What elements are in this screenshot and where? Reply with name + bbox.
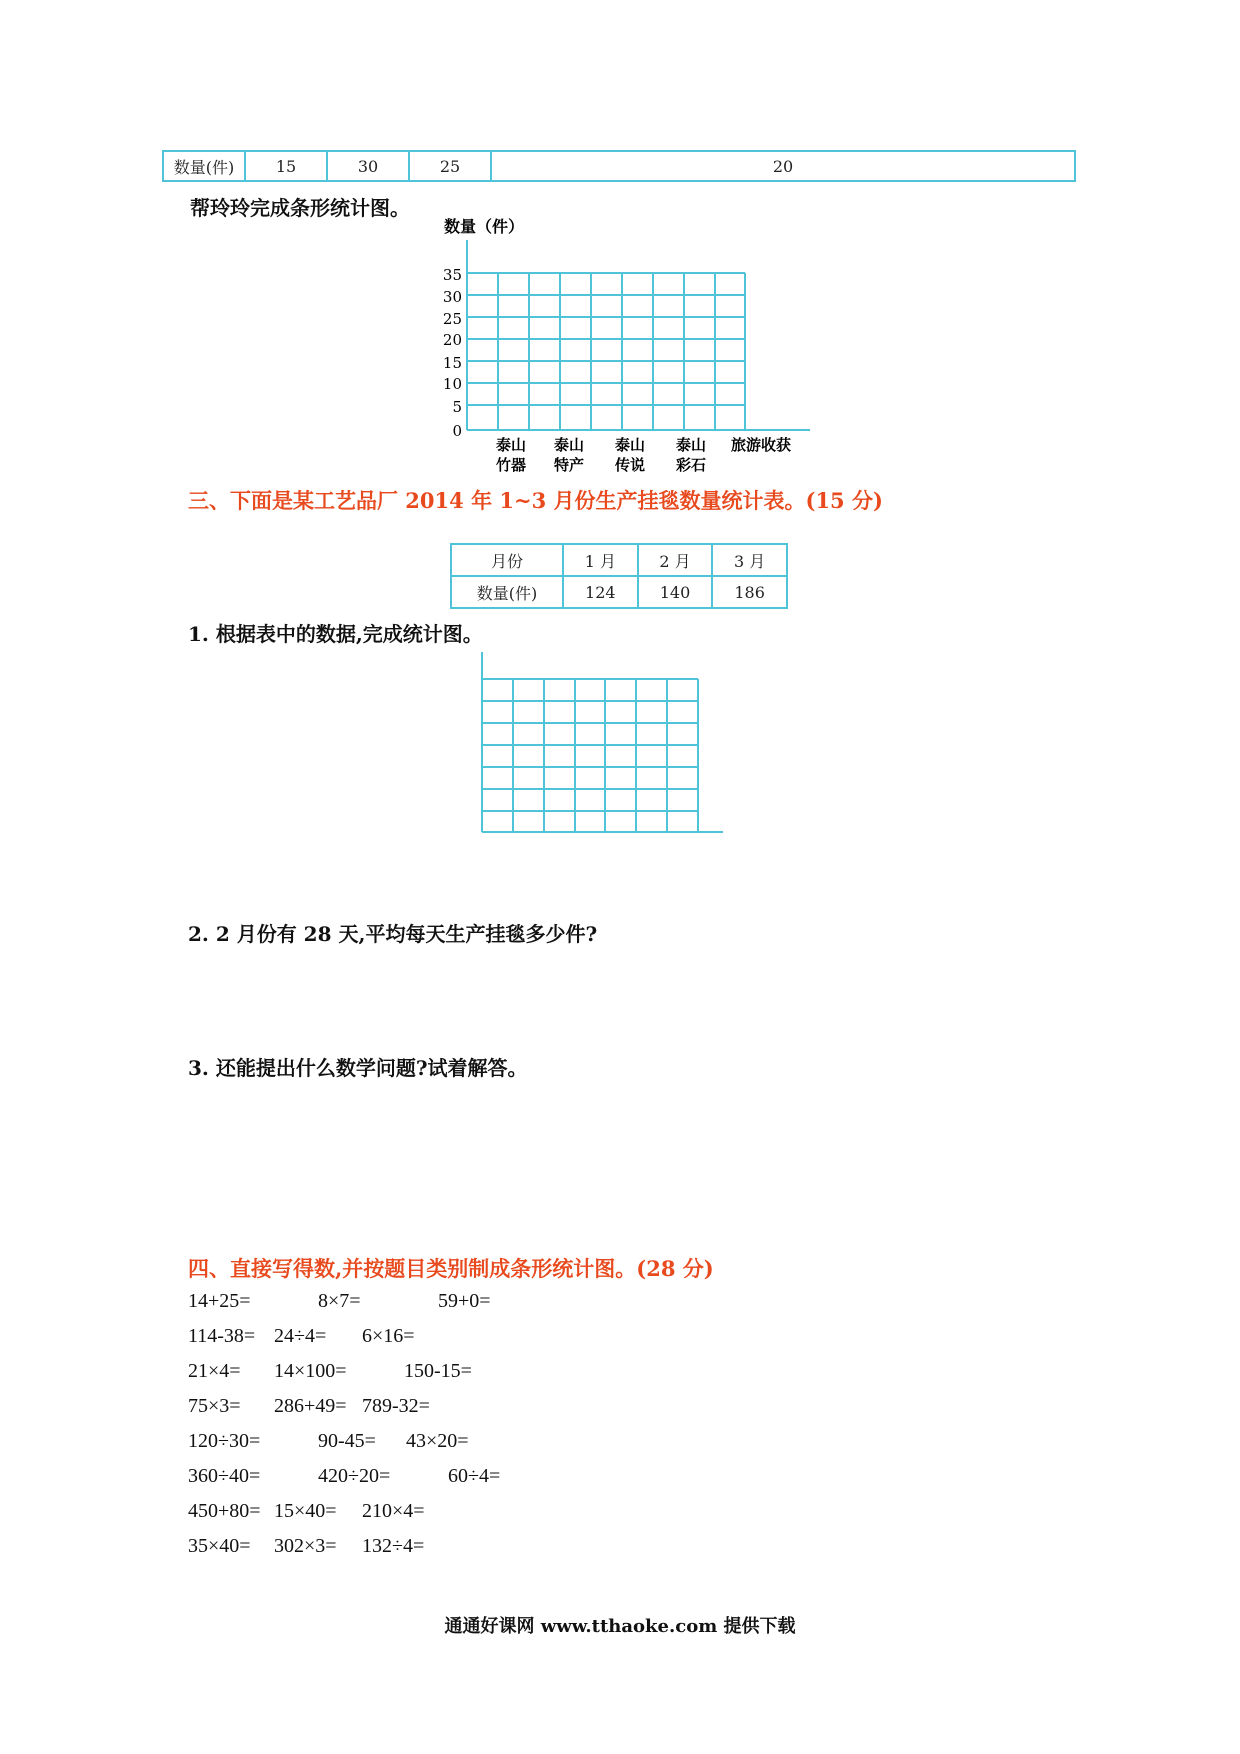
top-data-table: [162, 150, 1076, 182]
calc-item: 43×20=: [406, 1430, 469, 1452]
chart1-tick: 25: [442, 310, 462, 328]
footer-text: 通通好课网 www.tthaoke.com 提供下载: [444, 1616, 796, 1637]
bar-chart-1-grid: [430, 218, 830, 478]
calc-item: 420÷20=: [318, 1465, 391, 1487]
chart1-ylabel: 数量（件）: [444, 218, 525, 236]
top-table-cell: 20: [491, 151, 1075, 181]
table-cell: 140: [638, 576, 713, 608]
calc-item: 21×4=: [188, 1360, 241, 1382]
calc-item: 59+0=: [438, 1290, 491, 1312]
calc-item: 90-45=: [318, 1430, 376, 1452]
chart1-category: 泰山: [615, 436, 646, 454]
calc-item: 450+80=: [188, 1500, 261, 1522]
chart1-category: 泰山: [676, 436, 707, 454]
chart1-tick: 30: [442, 288, 462, 306]
calc-item: 60÷4=: [448, 1465, 501, 1487]
instruction-1: 帮玲玲完成条形统计图。: [190, 196, 410, 220]
calc-item: 14+25=: [188, 1290, 251, 1312]
monthly-production-table: [450, 543, 788, 609]
chart1-category: 特产: [554, 456, 585, 474]
bar-chart-2-grid: [470, 648, 730, 838]
chart1-tick: 10: [442, 375, 462, 393]
table-header: 3 月: [712, 544, 787, 576]
top-table-cell: 30: [327, 151, 409, 181]
question-1: 1. 根据表中的数据,完成统计图。: [188, 622, 483, 646]
chart1-tick: 20: [442, 331, 462, 349]
chart1-category: 泰山: [554, 436, 585, 454]
calc-item: 75×3=: [188, 1395, 241, 1417]
calc-item: 132÷4=: [362, 1535, 425, 1557]
top-table-cell: 25: [409, 151, 491, 181]
calc-item: 14×100=: [274, 1360, 347, 1382]
chart1-category: 竹器: [496, 456, 527, 474]
chart1-tick: 35: [442, 266, 462, 284]
chart1-tick: 15: [442, 354, 462, 372]
calc-item: 15×40=: [274, 1500, 337, 1522]
table-header: 月份: [451, 544, 563, 576]
top-table-cell: 15: [245, 151, 327, 181]
calc-item: 8×7=: [318, 1290, 361, 1312]
question-3: 3. 还能提出什么数学问题?试着解答。: [188, 1056, 528, 1080]
calc-item: 120÷30=: [188, 1430, 261, 1452]
calc-item: 302×3=: [274, 1535, 337, 1557]
chart1-category: 传说: [615, 456, 646, 474]
section-4-title: 四、直接写得数,并按题目类别制成条形统计图。(28 分): [188, 1256, 714, 1281]
calc-item: 150-15=: [404, 1360, 472, 1382]
calc-item: 24÷4=: [274, 1325, 327, 1347]
table-header: 1 月: [563, 544, 638, 576]
chart1-category: 旅游收获: [731, 436, 792, 454]
calc-item: 210×4=: [362, 1500, 425, 1522]
chart1-tick: 0: [452, 422, 462, 440]
chart1-category: 彩石: [676, 456, 707, 474]
calc-item: 35×40=: [188, 1535, 251, 1557]
table-header: 2 月: [638, 544, 713, 576]
calc-item: 114-38=: [188, 1325, 256, 1347]
chart1-tick: 5: [452, 398, 462, 416]
question-2: 2. 2 月份有 28 天,平均每天生产挂毯多少件?: [188, 922, 598, 946]
calc-item: 360÷40=: [188, 1465, 261, 1487]
calc-item: 6×16=: [362, 1325, 415, 1347]
table-cell: 186: [712, 576, 787, 608]
calc-item: 286+49=: [274, 1395, 347, 1417]
table-row-label: 数量(件): [451, 576, 563, 608]
section-3-title: 三、下面是某工艺品厂 2014 年 1~3 月份生产挂毯数量统计表。(15 分): [188, 488, 883, 513]
chart1-category: 泰山: [496, 436, 527, 454]
top-table-label: 数量(件): [163, 151, 245, 181]
calc-item: 789-32=: [362, 1395, 430, 1417]
table-cell: 124: [563, 576, 638, 608]
